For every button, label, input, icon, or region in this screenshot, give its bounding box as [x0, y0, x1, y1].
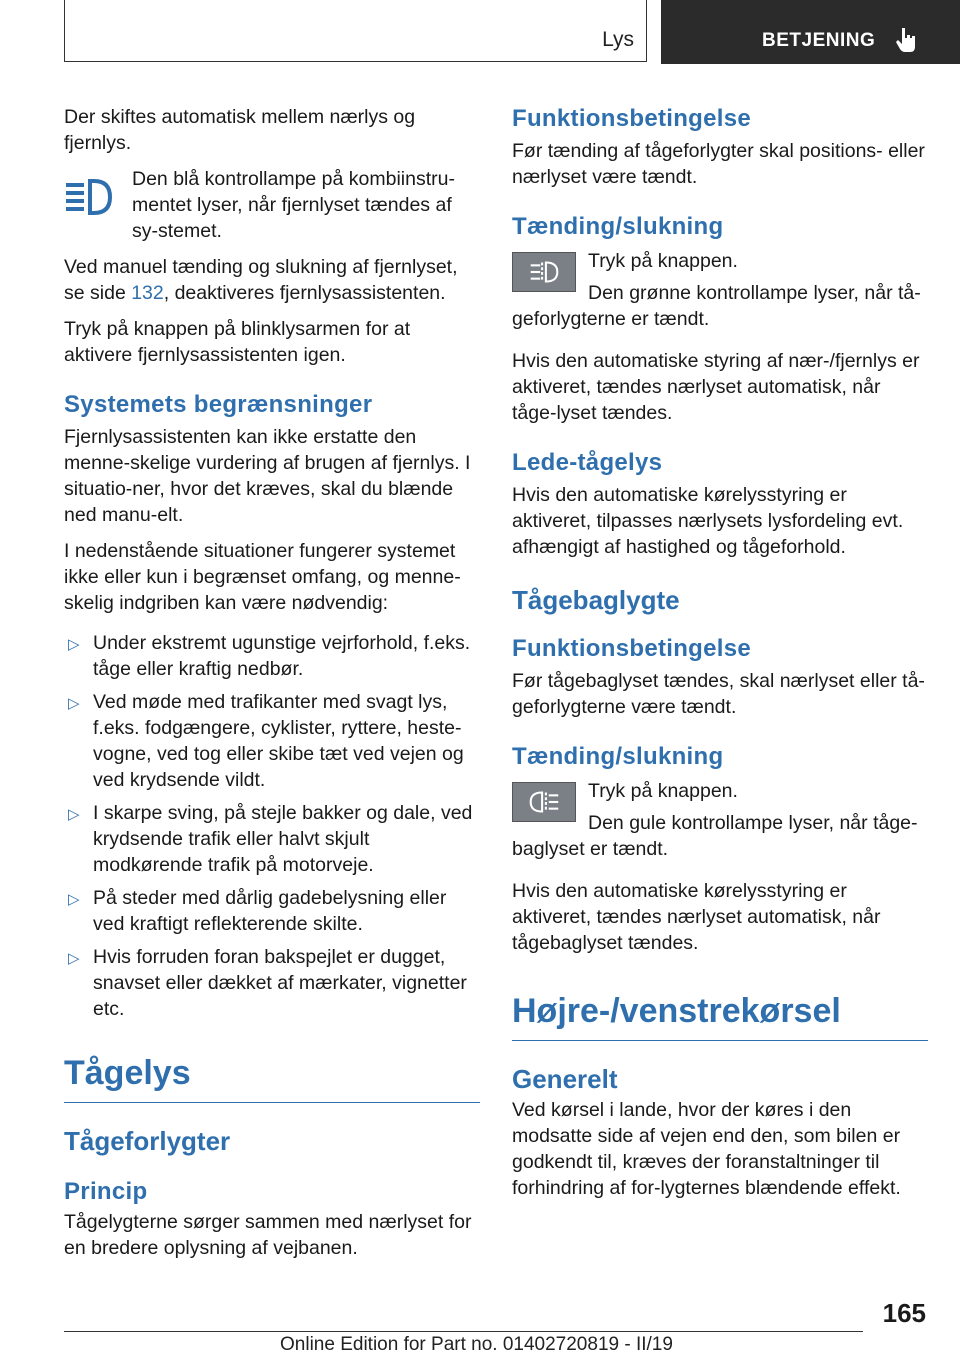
fog-lights-title: Tågelys: [64, 1052, 480, 1103]
footer-divider: [64, 1331, 863, 1332]
general-heading: Generelt: [512, 1064, 618, 1094]
function-condition-2-text: Før tågebaglyset tændes, skal nærlyset eller tå-geforlygterne være tændt.: [512, 670, 925, 718]
high-beam-indicator-icon: [64, 176, 114, 220]
front-fog-button-icon[interactable]: [512, 252, 576, 292]
list-item: ▷ Hvis forruden foran bakspejlet er dugget, snavset eller dækket af mærkater, vignetter etc.: [68, 946, 467, 1020]
intro-text: Der skiftes automatisk mellem nærlys og fjernlys.: [64, 106, 416, 154]
page-number: 165: [882, 1298, 926, 1328]
yellow-lamp-text: Den gule kontrollampe lyser, når tåge-baglyset er tændt.: [512, 812, 918, 860]
function-condition-heading: Funktionsbetingelse: [512, 105, 752, 132]
auto-front-fog-text: Hvis den automatiske styring af nær-/fjernlys er aktiveret, tændes nærlyset automatisk, når tåge-lyset tændes.: [512, 350, 920, 424]
triangle-bullet-icon: ▷: [68, 806, 80, 823]
press-button-2-text: Tryk på knappen.: [588, 780, 738, 802]
green-lamp-text: Den grønne kontrollampe lyser, når tå-geforlygterne er tændt.: [512, 282, 921, 330]
principle-text: Tågelygterne sørger sammen med nærlyset for en bredere oplysning af vejbanen.: [64, 1211, 472, 1259]
high-beam-indicator-row: [64, 166, 480, 244]
manual-high-beam-text: [64, 254, 480, 306]
front-fog-heading: Tågeforlygter: [64, 1126, 231, 1156]
manual-text-post: , deaktiveres fjernlysassistenten.: [163, 282, 446, 304]
switch-on-off-heading: Tænding/slukning: [512, 213, 724, 240]
list-item: ▷ På steder med dårlig gadebelysning eller ved kraftigt reflekterende skilte.: [68, 887, 447, 935]
left-right-driving-title: Højre-/venstrekørsel: [512, 990, 928, 1041]
indicator-description: Den blå kontrollampe på kombiinstru-mentet lyser, når fjernlyset tændes af sy-stemet.: [132, 168, 455, 242]
header-section-title: Lys: [602, 28, 634, 51]
limits-paragraph-2: I nedenstående situationer fungerer systemet ikke eller kun i begrænset omfang, og menne-skelig indgriben kan være nødvendig:: [64, 540, 461, 614]
front-fog-button-row: [512, 248, 928, 274]
triangle-bullet-icon: ▷: [68, 695, 80, 712]
chapter-label: BETJENING: [762, 30, 876, 51]
header-frame: [64, 0, 647, 62]
page-link-132[interactable]: 132: [131, 282, 164, 304]
manual-text-pre: Ved manuel tænding og slukning af fjernlyset, se side: [64, 256, 458, 304]
triangle-bullet-icon: ▷: [68, 950, 80, 967]
rear-fog-button-icon[interactable]: [512, 782, 576, 822]
press-button-text: Tryk på knappen.: [588, 250, 738, 272]
triangle-bullet-icon: ▷: [68, 891, 80, 908]
lead-fog-heading: Lede-tågelys: [512, 449, 663, 476]
limits-paragraph-1: Fjernlysassistenten kan ikke erstatte den menne-skelige vurdering af brugen af fjernlys. I situatio-ner, hvor det kræves, skal du blænde ned manu-elt.: [64, 426, 471, 526]
edition-text: Online Edition for Part no. 01402720819 - II/19: [280, 1334, 673, 1355]
right-column: [512, 104, 928, 1201]
hand-pointer-icon: [893, 26, 919, 54]
function-condition-2-heading: Funktionsbetingelse: [512, 635, 752, 662]
limitations-list: [64, 630, 480, 1022]
list-item: ▷ I skarpe sving, på stejle bakker og dale, ved krydsende trafik eller halvt skjult modkørende trafik på motorveje.: [68, 802, 473, 876]
principle-heading: Princip: [64, 1178, 148, 1205]
chapter-tab: [661, 0, 960, 64]
triangle-bullet-icon: ▷: [68, 636, 80, 653]
switch-on-off-2-heading: Tænding/slukning: [512, 743, 724, 770]
general-text: Ved kørsel i lande, hvor der køres i den modsatte side af vejen end den, som bilen er godkendt til, kræves der foranstaltninger til forhindring af for-lygternes blændende effekt.: [512, 1099, 901, 1199]
limits-heading: Systemets begrænsninger: [64, 391, 373, 418]
lead-fog-text: Hvis den automatiske kørelysstyring er aktiveret, tilpasses nærlysets lysfordeling evt. afhængigt af hastighed og tågeforhold.: [512, 484, 904, 558]
rear-fog-button-row: [512, 778, 928, 804]
rear-fog-heading: Tågebaglygte: [512, 585, 680, 615]
function-condition-text: Før tænding af tågeforlygter skal positions- eller nærlyset være tændt.: [512, 140, 925, 188]
auto-rear-fog-text: Hvis den automatiske kørelysstyring er aktiveret, tændes nærlyset automatisk, når tågebaglyset tændes.: [512, 880, 881, 954]
reactivate-text: Tryk på knappen på blinklysarmen for at aktivere fjernlysassistenten igen.: [64, 318, 411, 366]
left-column: [64, 104, 480, 1261]
list-item: ▷ Under ekstremt ugunstige vejrforhold, f.eks. tåge eller kraftig nedbør.: [68, 632, 471, 680]
list-item: ▷ Ved møde med trafikanter med svagt lys, f.eks. fodgængere, cyklister, ryttere, heste-vogne, ved tog eller skibe tæt ved vejen og ved krydsende vildt.: [68, 691, 464, 791]
